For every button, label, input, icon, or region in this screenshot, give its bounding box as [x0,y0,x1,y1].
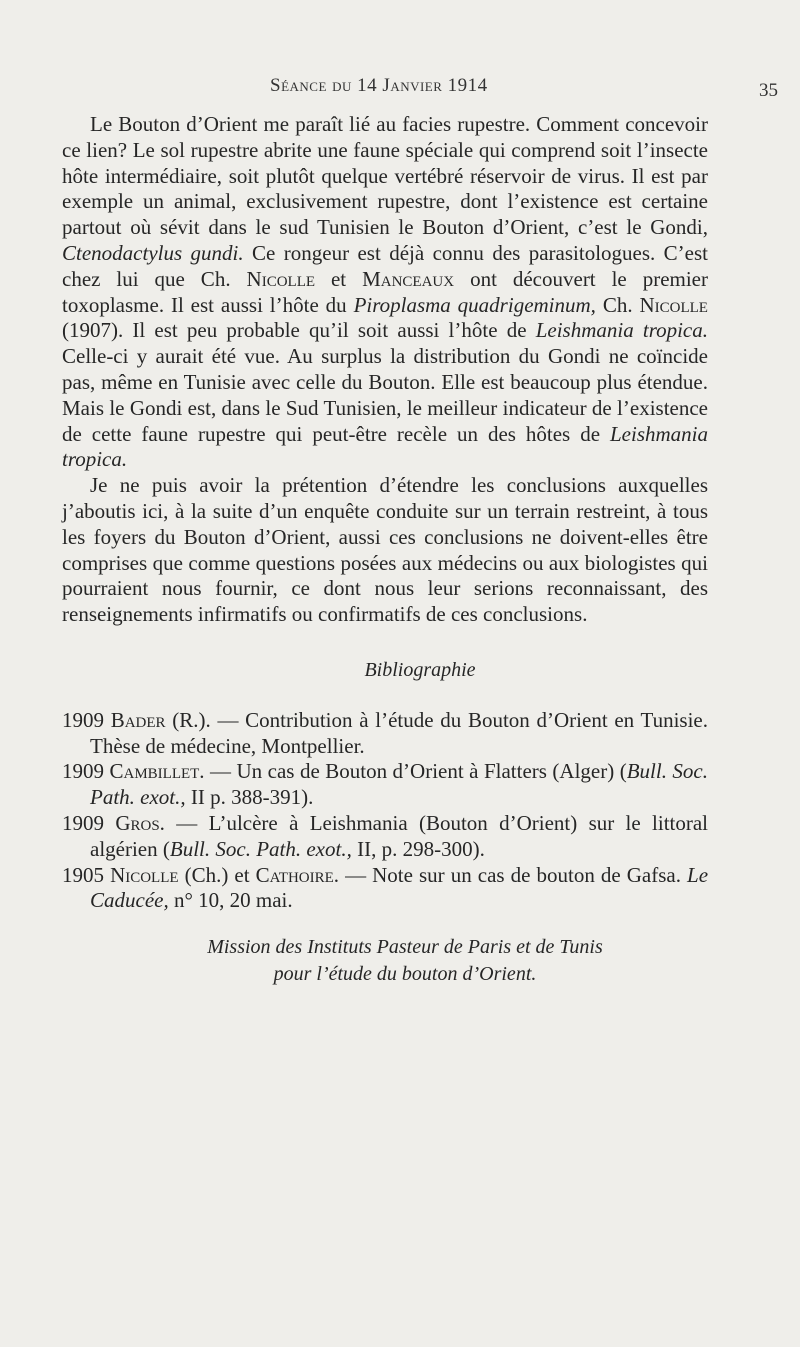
body-text [62,112,708,988]
text-run: Celle-ci y aurait été vue. Au surplus la distribution du Gondi ne coïncide pas, même en Tunisie avec celle du Bouton. Elle est beaucoup plus étendue. Mais le Gondi est, dans le Sud Tunisien, le meilleur indicateur de l’existence de cette faune rupestre qui peut-être recèle un des hôtes de [62,344,708,446]
text-run: (Ch.) et [178,862,256,887]
small-caps-name: Nicolle [110,862,179,887]
bibliography-entry-4 [62,863,708,915]
italic-span: Ctenodactylus gundi. [62,240,244,265]
italic-span: Leishmania tropica. [535,318,708,343]
bibliography-entry-3 [62,811,708,863]
italic-span: Piroplasma quadrigeminum, [353,292,596,317]
text-run: 1905 [62,862,111,887]
small-caps-name: Nicolle [639,292,708,317]
small-caps-name: Bader [110,707,166,732]
text-run: — Note sur un cas de bouton de Gafsa. [339,862,688,887]
bibliography-list [62,708,708,914]
bibliography-heading: Bibliographie [364,658,476,681]
small-caps-name: Gros. [115,810,165,835]
paragraph-1 [62,112,708,473]
text-run: 1909 [62,707,111,732]
text-run: — L’ulcère à Leishmania (Bouton d’Orient) sur le littoral algérien ( [90,810,709,861]
italic-span: Le Caducée, [90,862,709,913]
text-run: 1909 [62,810,116,835]
text-run: Je ne puis avoir la prétention d’étendre les conclusions auxquelles j’aboutis ici, à la suite d’un enquête conduite sur un terrain restreint, à tous les foyers du Bouton d’Orient, aussi ces conclusions ne doivent-elles être comprises que comme questions posées aux médecins ou aux biologistes qui pourraient nous fournir, ce dont nous leur serions reconnaissant, des renseignements infirmatifs ou confirmatifs de ces conclusions. [62,473,708,627]
paragraph-2 [62,473,708,628]
text-run: Le Bouton d’Orient me paraît lié au facies rupestre. Comment concevoir ce lien? Le sol rupestre abrite une faune spéciale qui comprend soit l’insecte hôte intermédiaire, soit plutôt quelque vertébré réservoir de virus. Il est par exemple un animal, exclusivement rupestre, dont l’existence est certaine partout où sévit dans le sud Tunisien le Bouton d’Orient, c’est le Gondi, [62,112,708,240]
small-caps-name: Cathoire. [255,862,340,887]
text-run: (1907). Il est peu probable qu’il soit aussi l’hôte de [62,318,536,343]
text-run: II p. 388-391). [185,785,314,810]
signature-line-1: Mission des Instituts Pasteur de Paris et de Tunis [207,936,603,959]
small-caps-name: Manceaux [362,266,455,291]
text-run: (R.). — Contribution à l’étude du Bouton d’Orient en Tunisie. Thèse de médecine, Montpellier. [90,707,709,758]
text-run: Ch. [595,292,640,317]
text-run: Ce rongeur est déjà connu des parasitologues. C’est chez lui que Ch. [62,240,708,291]
italic-span: Bull. Soc. Path. exot., [90,759,708,810]
small-caps-name: Nicolle [246,266,316,291]
italic-span: Bull. Soc. Path. exot., [169,836,352,861]
text-run: 1909 [62,759,110,784]
signature [62,934,708,988]
signature-line-2: pour l’étude du bouton d’Orient. [273,963,537,986]
text-run: n° 10, 20 mai. [168,888,293,913]
text-run: II, p. 298-300). [351,836,485,861]
text-run: ont découvert le premier toxoplasme. Il est aussi l’hôte du [62,266,708,317]
page-number: 35 [759,80,778,101]
running-title: Séance du 14 Janvier 1914 [270,75,488,96]
text-run: et [315,266,363,291]
bibliography-entry-1 [62,708,708,760]
bibliography-entry-2 [62,759,708,811]
text-run: — Un cas de Bouton d’Orient à Flatters (Alger) ( [204,759,627,784]
italic-span: Leishmania tropica. [62,421,708,472]
small-caps-name: Cambillet. [109,759,205,784]
